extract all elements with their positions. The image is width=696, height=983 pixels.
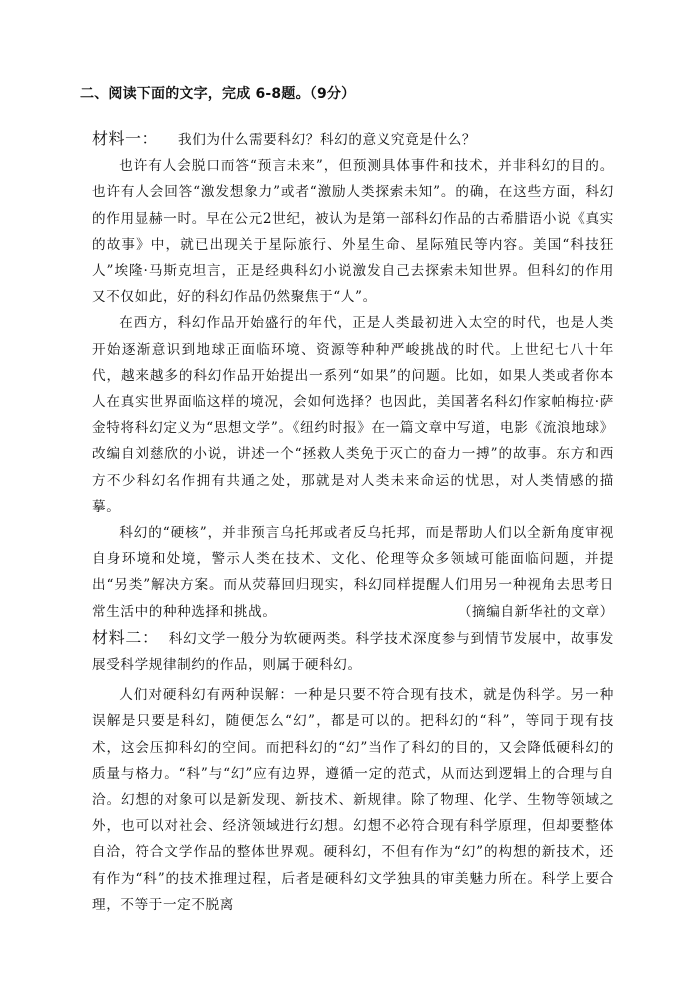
material-2-label: 材料二： <box>92 627 159 647</box>
material-1-question: 我们为什么需要科幻？科幻的意义究竟是什么？ <box>178 132 477 148</box>
material-1-source: （摘编自新华社的文章） <box>457 603 614 620</box>
material-1-paragraph-3-text: 科幻的“硬核”，并非预言乌托邦或者反乌托邦，而是帮助人们以全新角度审视自身环境和处境，警示人类在技术、文化、伦理等众多领域可能面临问题，并提出“另类”解决方案。而从荧幕回归现实，科幻同样提醒人们用另一种视角去思考日常生活中的种种选择和挑战。 <box>92 525 614 620</box>
section-title: 二、阅读下面的文字，完成 6-8题。（9分） <box>80 86 356 102</box>
material-1-paragraph-2: 在西方，科幻作品开始盛行的年代，正是人类最初进入太空的时代，也是人类开始逐渐意识到地球正面临环境、资源等种种严峻挑战的时代。上世纪七八十年代，越来越多的科幻作品开始提出一系列“如果”的问题。比如，如果人类或者你本人在真实世界面临这样的境况，会如何选择？也因此，美国著名科幻作家帕梅拉·萨金特将科幻定义为“思想文学”。《纽约时报》在一篇文章中写道，电影《流浪地球》改编自刘慈欣的小说，讲述一个“拯救人类免于灭亡的奋力一搏”的故事。东方和西方不少科幻名作拥有共通之处，那就是对人类未来命运的忧思，对人类情感的描摹。 <box>92 315 614 515</box>
material-2-paragraph-0: 科幻文学一般分为软硬两类。科学技术深度参与到情节发展中，故事发展受科学规律制约的作品，则属于硬科幻。 <box>92 630 614 674</box>
material-2-intro <box>92 625 614 678</box>
material-1-label: 材料一： <box>92 129 159 148</box>
material-2-paragraph-1: 人们对硬科幻有两种误解：一种是只要不符合现有技术，就是伪科学。另一种误解是只要是科幻，随便怎么“幻”，都是可以的。把科幻的“科”，等同于现有技术，这会压抑科幻的空间。而把科幻的“幻”当作了科幻的目的，又会降低硬科幻的质量与格力。“科”与“幻”应有边界，遵循一定的范式，从而达到逻辑上的合理与自洽。幻想的对象可以是新发现、新技术、新规律。除了物理、化学、生物等领域之外，也可以对社会、经济领域进行幻想。幻想不必符合现有科学原理，但却要整体自洽，符合文学作品的整体世界观。硬科幻，不但有作为“幻”的构想的新技术，还有作为“科”的技术推理过程，后者是硬科幻文学独具的审美魅力所在。科学上要合理，不等于一定不脱离 <box>92 687 614 913</box>
material-1-paragraph-1: 也许有人会脱口而答“预言未来”，但预测具体事件和技术，并非科幻的目的。也许有人会回答“激发想象力”或者“激励人类探索未知”。的确，在这些方面，科幻的作用显赫一时。早在公元2世纪，被认为是第一部科幻作品的古希腊语小说《真实的故事》中，就已出现关于星际旅行、外星生命、星际殖民等内容。美国“科技狂人”埃隆·马斯克坦言，正是经典科幻小说激发自己去探索未知世界。但科幻的作用又不仅如此，好的科幻作品仍然聚焦于“人”。 <box>92 158 614 306</box>
material-1-intro <box>92 126 614 153</box>
material-1-paragraph-3 <box>92 520 614 625</box>
